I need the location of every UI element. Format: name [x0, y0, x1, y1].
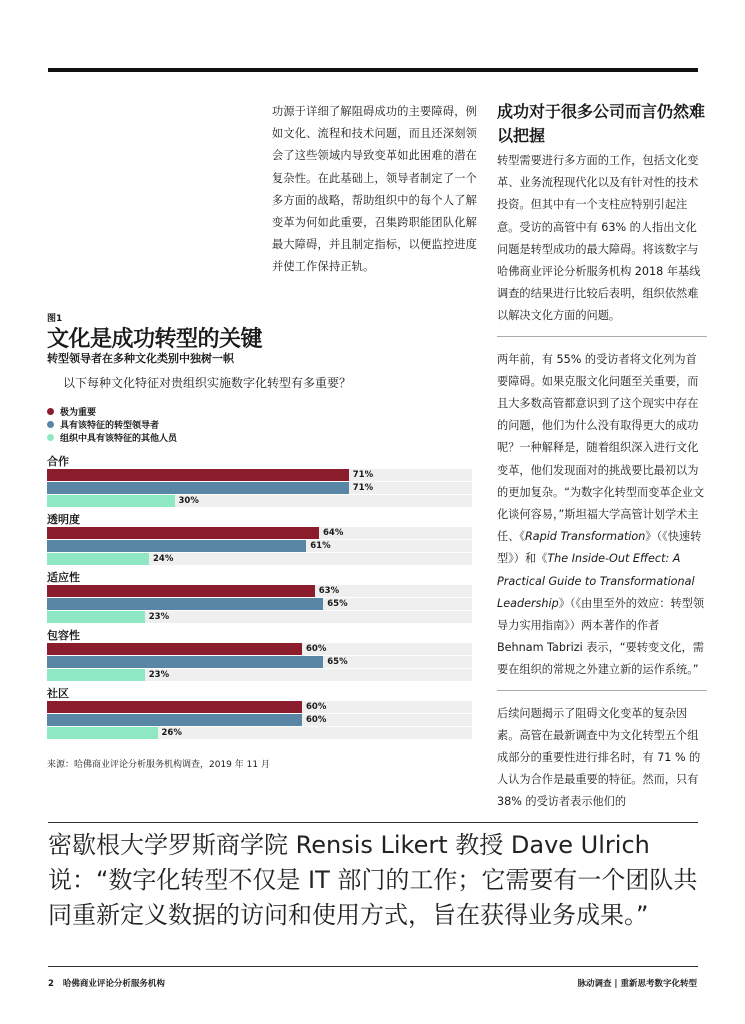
bar-leaders [47, 714, 302, 726]
bar-track [47, 495, 472, 507]
figure-source: 来源：哈佛商业评论分析服务机构调查，2019 年 11 月 [47, 760, 270, 770]
bar-track [47, 611, 472, 623]
bar-leaders [47, 482, 349, 494]
bar-others [47, 495, 175, 507]
bar-track [47, 701, 472, 713]
bar-value-label: 65% [327, 657, 348, 667]
bar-very-important [47, 643, 302, 655]
bar-track [47, 714, 472, 726]
bar-leaders [47, 656, 323, 668]
legend-dot-icon [47, 434, 54, 441]
footer-left [48, 977, 165, 989]
body-text-middle: 功源于详细了解阻碍成功的主要障碍，例如文化、流程和技术问题，而且还深刻领会了这些领域内导致变革如此困难的潜在复杂性。在此基础上，领导者制定了一个多方面的战略，帮助组织中的每个人了解变革为何如此重要，召集跨职能团队化解最大障碍，并且制定指标，以便监控进度并使工作保持正轨。 [272, 105, 477, 274]
legend-dot-icon [47, 421, 54, 428]
chart-category [47, 687, 472, 738]
footer-rule [48, 966, 698, 967]
bar-track [47, 527, 472, 539]
bar-value-label: 60% [306, 715, 327, 725]
bar-track [47, 553, 472, 565]
category-label: 适应性 [47, 571, 80, 584]
bar-track [47, 482, 472, 494]
category-label: 透明度 [47, 513, 80, 526]
bar-others [47, 553, 149, 565]
bar-value-label: 63% [318, 586, 340, 596]
bar-track [47, 656, 472, 668]
bar-very-important [47, 701, 302, 713]
section-heading: 成功对于很多公司而言仍然难以把握 [497, 102, 706, 145]
category-label: 社区 [47, 687, 69, 700]
chart-category [47, 455, 472, 506]
legend-item: 组织中具有该特征的其他人员 [47, 431, 177, 444]
bar-value-label: 24% [153, 554, 174, 564]
pull-quote: 密歇根大学罗斯商学院 Rensis Likert 教授 Dave Ulrich 说：“数字化转型不仅是 IT 部门的工作；它需要有一个团队共同重新定义数据的访问和使用方式，旨在获得业务成果。” [48, 831, 698, 929]
bar-value-label: 30% [178, 496, 199, 506]
figure-question: 以下每种文化特征对贵组织实施数字化转型有多重要？ [63, 376, 352, 390]
category-label: 包容性 [47, 629, 80, 642]
legend-item: 具有该特征的转型领导者 [47, 418, 177, 431]
chart-category [47, 571, 472, 622]
paragraph-2: 两年前，有 55% 的受访者将文化列为首要障碍。如果克服文化问题至关重要，而且大多数高管都意识到了这个现实中存在的问题，他们为什么没有取得更大的成功呢？一种解释是，随着组织深入进行文化变革，他们发现面对的挑战要比最初以为的更加复杂。“为数字化转型而变革企业文化谈何容易，”斯坦福大学高管计划学术主任、《Rapid Transformation》（《快速转型》）和《The Inside-Out Effect: A Practical Guide to Transformational Leadership》（《由里至外的效应：转型领导力实用指南》）两本著作的作者 Behnam Tabrizi 表示，“要转变文化，需要在组织的常规之外建立新的运作系统。” [497, 352, 705, 677]
legend-dot-icon [47, 408, 54, 415]
paragraph-divider [497, 690, 707, 691]
bar-value-label: 65% [327, 599, 348, 609]
bar-leaders [47, 540, 306, 552]
top-rule [48, 68, 698, 72]
footer-title: 脉动调查 | 重新思考数字化转型 [577, 979, 697, 989]
category-label: 合作 [47, 455, 69, 468]
paragraph-3: 后续问题揭示了阻碍文化变革的复杂因素。高管在最新调查中为文化转型五个组成部分的重要性进行排名时，有 71 % 的人认为合作是最重要的特征。然而，只有 38% 的受访者表示他们的 [497, 706, 701, 809]
bar-leaders [47, 598, 323, 610]
publisher-name: 哈佛商业评论分析服务机构 [62, 979, 165, 989]
bar-others [47, 669, 145, 681]
page-number: 2 [48, 979, 54, 989]
quote-divider [48, 822, 698, 823]
bar-value-label: 71% [352, 483, 374, 493]
bar-value-label: 64% [323, 528, 344, 538]
paragraph-1: 转型需要进行多方面的工作，包括文化变革、业务流程现代化以及有针对性的技术投资。但其中有一个支柱应特别引起注意。受访的高管中有 63% 的人指出文化问题是转型成功的最大障碍。将该数字与哈佛商业评论分析服务机构 2018 年基线调查的结果进行比较后表明，组织依然难以解决文化方面的问题。 [497, 154, 701, 323]
bar-track [47, 585, 472, 597]
figure-label: 图1 [47, 314, 63, 324]
chart-legend [47, 405, 177, 444]
book-title-2: The Inside-Out Effect: A Practical Guide to Transformational Leadership [497, 552, 695, 610]
chart-category [47, 629, 472, 680]
bar-track [47, 540, 472, 552]
bar-track [47, 469, 472, 481]
bar-value-label: 23% [148, 612, 170, 622]
bar-very-important [47, 469, 349, 481]
bar-track [47, 598, 472, 610]
bar-value-label: 60% [306, 702, 327, 712]
bar-others [47, 727, 158, 739]
bar-value-label: 26% [161, 728, 182, 738]
legend-item: 极为重要 [47, 405, 177, 418]
bar-value-label: 23% [148, 670, 170, 680]
chart-category [47, 513, 472, 564]
bar-track [47, 727, 472, 739]
paragraph-divider [497, 336, 707, 337]
book-title-1: Rapid Transformation [524, 530, 646, 544]
figure-title: 文化是成功转型的关键 [47, 327, 263, 352]
bar-very-important [47, 527, 319, 539]
bar-very-important [47, 585, 315, 597]
body-text-right [497, 100, 707, 814]
bar-track [47, 643, 472, 655]
bar-value-label: 60% [306, 644, 327, 654]
bar-value-label: 61% [310, 541, 331, 551]
bar-others [47, 611, 145, 623]
bar-track [47, 669, 472, 681]
bar-value-label: 71% [352, 470, 374, 480]
figure-subtitle: 转型领导者在多种文化类别中独树一帜 [47, 352, 234, 365]
